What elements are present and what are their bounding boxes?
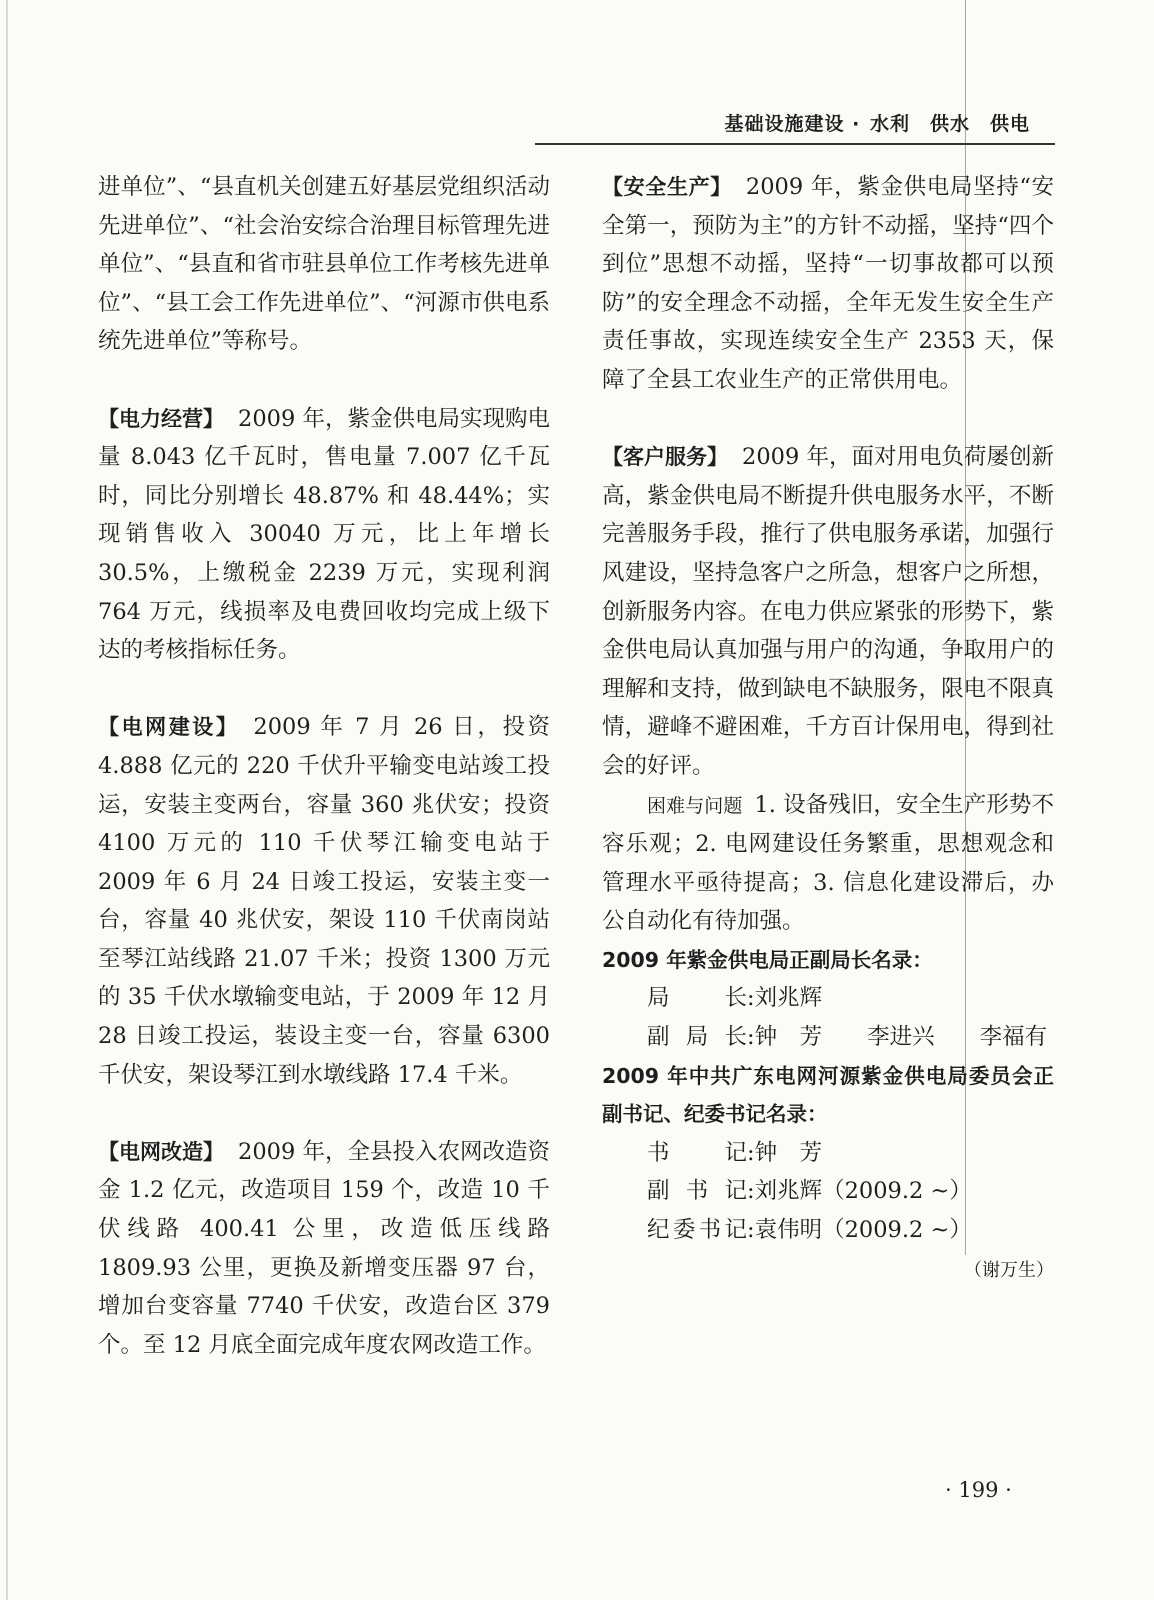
grid-construction-paragraph (98, 708, 550, 1094)
customer-service-text: 2009 年，面对用电负荷屡创新高，紫金供电局不断提升供电服务水平，不断完善服务手段，推行了供电服务承诺，加强行风建设，坚持急客户之所急，想客户之所想，创新服务内容。在电力供应紧张的形势下，紫金供电局认真加强与用户的沟通，争取用户的理解和支持，做到缺电不缺服务，限电不限真情，避峰不避困难，千方百计保用电，得到社会的好评。 (602, 444, 1054, 779)
problems-heading: 困难与问题 (647, 794, 743, 817)
power-operation-text: 2009 年，紫金供电局实现购电量 8.043 亿千瓦时，售电量 7.007 亿千瓦时，同比分别增长 48.87% 和 48.44%；实现销售收入 30040 万元，比上年增长 30.5%，上缴税金 2239 万元，实现利润 764 万元，线损率及电费回收均完成上级下达的考核指标任务。 (98, 405, 550, 664)
roster2-row-deputy-secretary (602, 1172, 1054, 1211)
right-column (602, 168, 1054, 1290)
roster-names: 袁伟明（2009.2 ~） (754, 1217, 972, 1244)
problems-paragraph (602, 786, 1054, 941)
page-number: · 199 · (945, 1478, 1012, 1502)
scan-edge-shadow (6, 0, 8, 1600)
roster-role: 副局长 (647, 1024, 747, 1051)
roster2-row-discipline-secretary (602, 1211, 1054, 1250)
roster1-title: 2009 年紫金供电局正副局长名录： (602, 947, 933, 972)
roster-colon: : (747, 1024, 755, 1051)
roster1-row-deputy (602, 1018, 1054, 1057)
roster2-row-secretary (602, 1134, 1054, 1173)
roster-role: 副书记 (647, 1178, 747, 1205)
roster-role: 纪委书记 (647, 1217, 747, 1244)
customer-service-heading: 【客户服务】 (602, 445, 729, 470)
continuation-paragraph: 进单位”、“县直机关创建五好基层党组织活动先进单位”、“社会治安综合治理目标管理先进单位”、“县直和省市驻县单位工作考核先进单位”、“县工会工作先进单位”、“河源市供电系统先进单位”等称号。 (98, 174, 550, 355)
power-operation-paragraph (98, 400, 550, 670)
grid-reform-heading: 【电网改造】 (98, 1139, 225, 1164)
grid-reform-paragraph (98, 1133, 550, 1365)
roster1-row-director (602, 979, 1054, 1018)
header-separator: · (844, 113, 868, 135)
left-column (98, 168, 550, 1364)
safety-paragraph (602, 168, 1054, 400)
roster-colon: : (747, 1178, 755, 1205)
roster-names: 刘兆辉 (754, 985, 823, 1012)
roster-role: 书记 (647, 1139, 747, 1166)
roster-role: 局长 (647, 985, 747, 1012)
roster-colon: : (747, 1139, 755, 1166)
roster-names: 钟 芳 (754, 1139, 823, 1166)
running-header (535, 103, 1055, 137)
roster-names: 钟 芳 李进兴 李福有 (754, 1024, 1048, 1051)
safety-heading: 【安全生产】 (602, 175, 732, 199)
header-text (725, 109, 1030, 136)
roster2-title: 2009 年中共广东电网河源紫金供电局委员会正副书记、纪委书记名录： (602, 1063, 1054, 1127)
safety-text: 2009 年，紫金供电局坚持“安全第一，预防为主”的方针不动摇，坚持“四个到位”思想不动摇，坚持“一切事故都可以预防”的安全理念不动摇，全年无发生安全生产责任事故，实现连续安全生产 2353 天，保障了全县工农业生产的正常供用电。 (602, 174, 1055, 393)
header-rule (535, 143, 1055, 145)
grid-construction-text: 2009 年 7 月 26 日，投资 4.888 亿元的 220 千伏升平输变电站竣工投运，安装主变两台，容量 360 兆伏安；投资 4100 万元的 110 千伏琴江输变电站于 2009 年 6 月 24 日竣工投运，安装主变一台，容量 40 兆伏安，架设 110 千伏南岗站至琴江站线路 21.07 千米；投资 1300 万元的 35 千伏水墩输变电站，于 2009 年 12 月 28 日竣工投运，装设主变一台，容量 6300 千伏安，架设琴江到水墩线路 17.4 千米。 (98, 714, 551, 1088)
author-credit: （谢万生） (964, 1259, 1054, 1281)
problems-text: 1. 设备残旧，安全生产形势不容乐观；2. 电网建设任务繁重，思想观念和管理水平亟待提高；3. 信息化建设滞后，办公自动化有待加强。 (602, 791, 1054, 935)
header-section: 基础设施建设 (724, 113, 845, 135)
power-operation-heading: 【电力经营】 (98, 406, 225, 431)
roster-colon: : (747, 985, 755, 1012)
grid-reform-text: 2009 年，全县投入农网改造资金 1.2 亿元，改造项目 159 个，改造 10 千伏线路 400.41 公里，改造低压线路 1809.93 公里，更换及新增变压器 97 台，增加台变容量 7740 千伏安，改造台区 379 个。至 12 月底全面完成年度农网改造工作。 (98, 1138, 550, 1358)
roster-colon: : (747, 1217, 755, 1244)
header-subtitle: 水利 供水 供电 (869, 113, 1030, 135)
customer-service-paragraph (602, 438, 1054, 785)
grid-construction-heading: 【电网建设】 (98, 715, 240, 740)
roster-names: 刘兆辉（2009.2 ~） (754, 1178, 972, 1205)
